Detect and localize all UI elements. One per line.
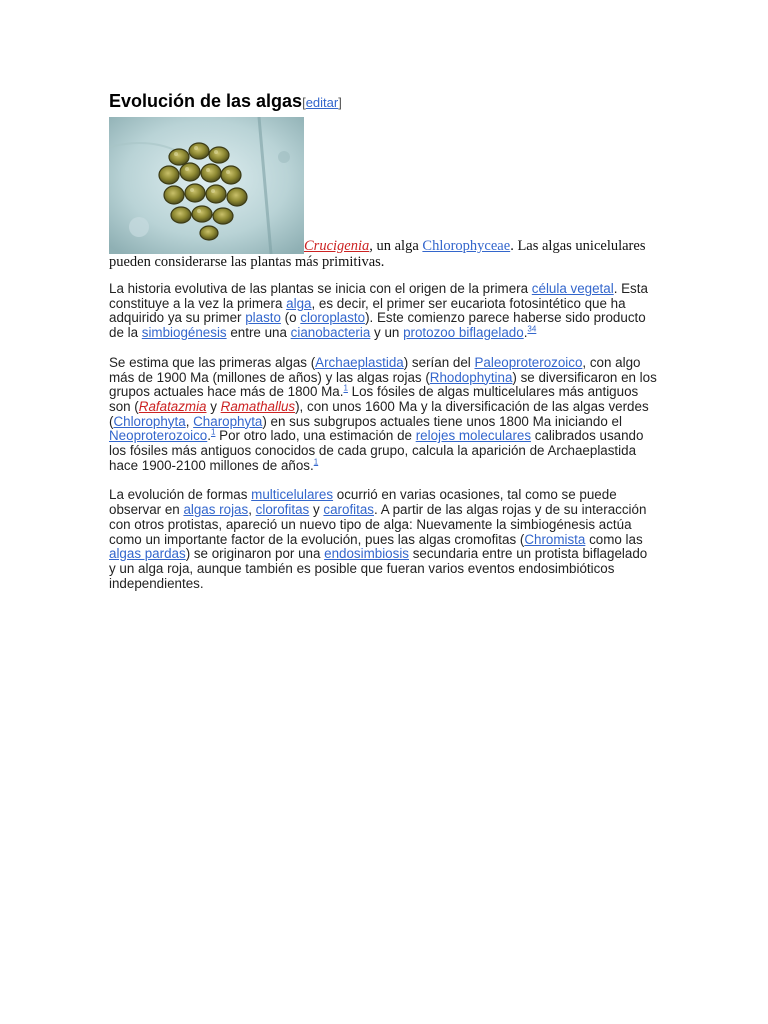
text: ), con unos 1600 Ma y la diversificación de las algas verdes ( [109,398,649,429]
link-charophyta[interactable]: Charophyta [193,413,263,429]
link-carofitas[interactable]: carofitas [323,502,374,518]
link-chlorophyta[interactable]: Chlorophyta [113,413,186,429]
caption-text-rest: . Las algas unicelulares pueden considerarse las plantas más primitivas. [109,238,646,270]
text: y [206,398,221,414]
edit-link-wrapper [302,95,342,110]
link-cloroplasto[interactable]: cloroplasto [300,310,366,326]
text: ) serían del [403,354,475,370]
link-ramathallus[interactable]: Ramathallus [220,398,296,414]
link-paleoproterozoico[interactable]: Paleoproterozoico [474,354,583,370]
reference-sup [527,325,536,334]
link-clorofitas[interactable]: clorofitas [255,502,310,518]
text: calibrados usando los fósiles más antiguos conocidos de cada grupo, calcula la aparición de Archaeplastida hace 1900-2100 millones de años. [109,428,644,473]
link-relojes-moleculares[interactable]: relojes moleculares [415,428,532,444]
text: Se estima que las primeras algas ( [109,354,316,370]
caption-text: , un alga [369,238,423,254]
reference-link[interactable]: 1 [343,383,348,393]
edit-bracket-close: ] [338,95,342,110]
section-heading [109,88,657,116]
text: ocurrió en varias ocasiones, tal como se puede observar en [109,487,617,518]
text: secundaria entre un protista biflagelado y un alga roja, aunque también es posible que fueran varios eventos endosimbióticos independientes. [109,546,648,591]
paragraph-2 [109,356,657,474]
link-cianobacteria[interactable]: cianobacteria [290,325,371,341]
paragraph-1 [109,282,657,341]
link-rafatazmia[interactable]: Rafatazmia [138,398,207,414]
text: Los fósiles de algas multicelulares más antiguos son ( [109,384,639,414]
edit-link[interactable]: editar [305,95,339,110]
text: , [248,502,256,518]
text: . [523,325,528,341]
text: La evolución de formas [109,487,252,503]
link-protozoo-biflagelado[interactable]: protozoo biflagelado [403,325,524,341]
text: La historia evolutiva de las plantas se inicia con el origen de la primera [109,281,532,296]
reference-sup [314,457,318,466]
reference-link[interactable]: 1 [211,427,216,437]
link-archaeplastida[interactable]: Archaeplastida [315,354,404,370]
text: como las [585,531,643,547]
link-algas-rojas[interactable]: algas rojas [183,502,249,518]
reference-link[interactable]: 34 [527,324,537,334]
link-rhodophytina[interactable]: Rhodophytina [429,369,513,385]
figure-with-caption [109,117,657,270]
text: , con algo más de 1900 Ma (millones de años) y las algas rojas ( [109,354,641,385]
link-neoproterozoico[interactable]: Neoproterozoico [109,428,208,444]
section-title: Evolución de las algas [109,91,303,111]
text: . [207,428,211,444]
reference-link[interactable]: 1 [313,457,319,467]
text: y [309,502,324,518]
text: Por otro lado, una estimación de [215,428,416,444]
edit-bracket-open: [ [302,95,306,110]
text: ) en sus subgrupos actuales tiene unos 1800 Ma iniciando el [262,413,622,429]
link-simbiogenesis[interactable]: simbiogénesis [141,325,227,341]
text: entre una [226,325,291,341]
algae-micrograph-image[interactable] [109,117,304,254]
text: ) se diversificaron en los grupos actuales hace más de 1800 Ma. [109,369,657,400]
link-plasto[interactable]: plasto [245,310,281,326]
link-chromista[interactable]: Chromista [524,531,586,547]
link-algas-pardas[interactable]: algas pardas [109,546,186,562]
paragraph-3 [109,488,657,591]
text: . Esta constituye a la vez la primera [109,281,648,311]
text: , es decir, el primer ser eucariota fotosintético que ha adquirido ya su primer [109,295,626,326]
link-multicelulares[interactable]: multicelulares [251,487,334,503]
text: ). Este comienzo parece haberse sido producto de la [109,310,646,341]
text: . A partir de las algas rojas y de su interacción con otros protistas, apareció un nuevo tipo de alga: Nuevamente la simbiogénesis actúa como un importante factor de la evolución, pues las algas cromofitas ( [109,502,647,547]
link-endosimbiosis[interactable]: endosimbiosis [324,546,409,562]
article-section [109,88,657,606]
link-celula-vegetal[interactable]: célula vegetal [531,281,614,296]
text: y un [370,325,404,341]
text: , [185,413,194,429]
text: (o [280,310,301,326]
caption-link-chlorophyceae[interactable]: Chlorophyceae [422,238,511,254]
link-alga[interactable]: alga [286,295,312,311]
text: ) se originaron por una [185,546,325,562]
caption-link-crucigenia[interactable]: Crucigenia [304,238,370,254]
